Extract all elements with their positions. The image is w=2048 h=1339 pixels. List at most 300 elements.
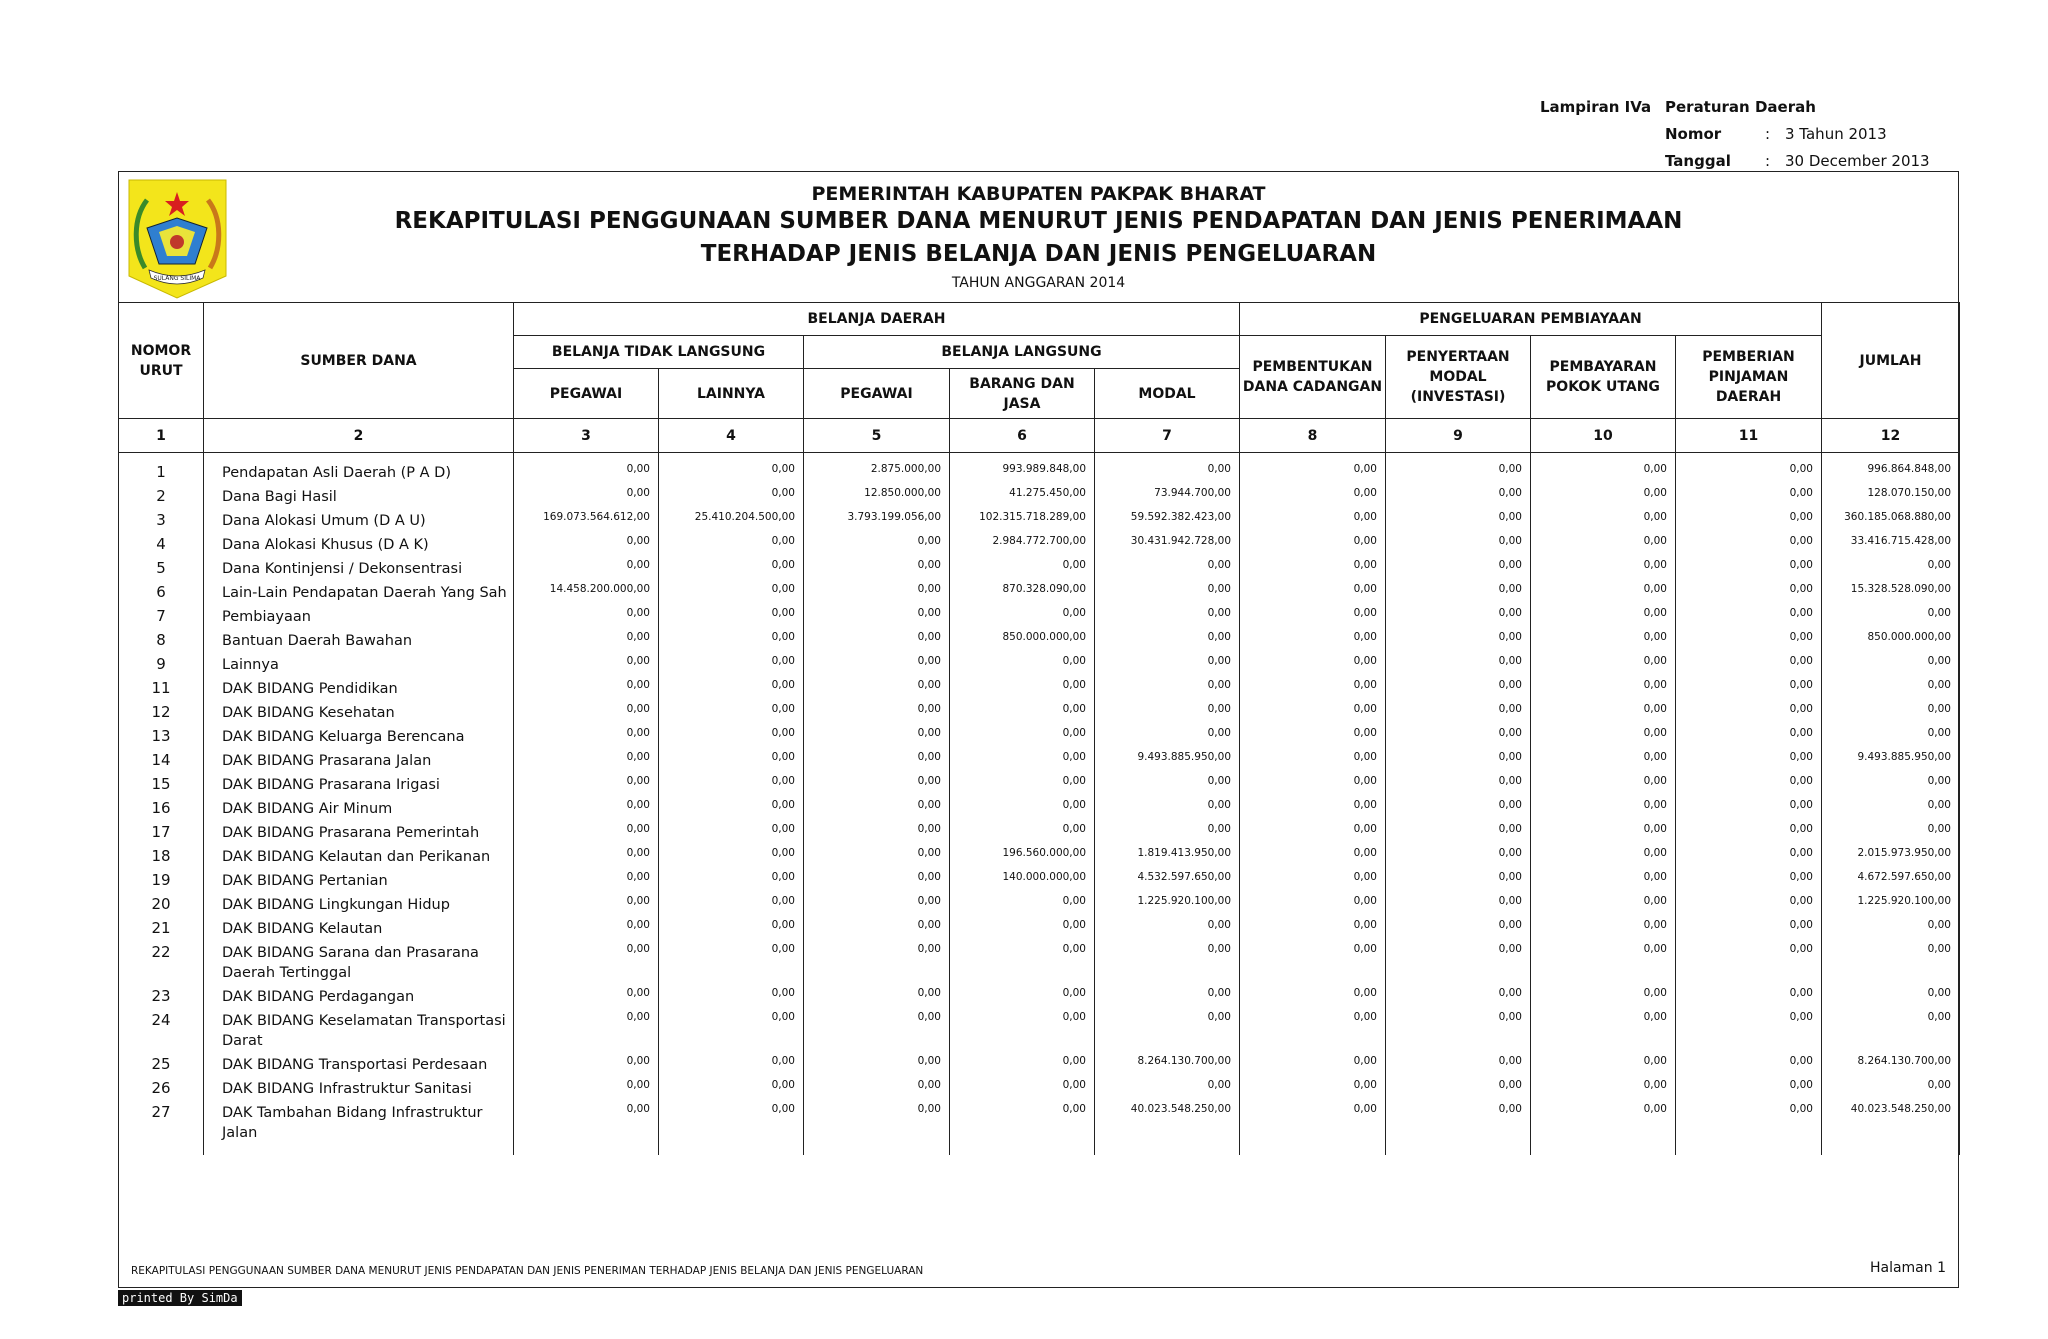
amount-cell: 0,00 <box>1822 603 1960 627</box>
amount-cell: 0,00 <box>659 915 804 939</box>
amount-cell: 0,00 <box>1676 579 1822 603</box>
amount-cell: 0,00 <box>1531 603 1676 627</box>
col-btl-lainnya: LAINNYA <box>659 369 804 419</box>
amount-cell: 0,00 <box>1676 983 1822 1007</box>
amount-cell: 0,00 <box>804 699 950 723</box>
row-number: 21 <box>119 915 204 939</box>
amount-cell: 0,00 <box>1386 819 1531 843</box>
amount-cell: 0,00 <box>1531 747 1676 771</box>
fund-source-name: DAK BIDANG Kesehatan <box>204 699 514 723</box>
amount-cell: 40.023.548.250,00 <box>1822 1099 1960 1155</box>
fund-source-name: DAK BIDANG Air Minum <box>204 795 514 819</box>
table-row <box>119 579 1960 603</box>
col-sumber-dana: SUMBER DANA <box>204 303 514 419</box>
col-btl-pegawai: PEGAWAI <box>514 369 659 419</box>
tanggal-separator: : <box>1765 151 1771 170</box>
recap-table <box>118 302 1960 1155</box>
fund-source-name: Dana Alokasi Khusus (D A K) <box>204 531 514 555</box>
table-row <box>119 983 1960 1007</box>
amount-cell: 0,00 <box>1531 915 1676 939</box>
amount-cell: 0,00 <box>1531 723 1676 747</box>
col-pembayaran: PEMBAYARAN POKOK UTANG <box>1531 336 1676 419</box>
amount-cell: 0,00 <box>514 555 659 579</box>
table-row <box>119 699 1960 723</box>
amount-cell: 0,00 <box>804 983 950 1007</box>
row-number: 20 <box>119 891 204 915</box>
col-bl-modal: MODAL <box>1095 369 1240 419</box>
fund-source-name: DAK BIDANG Perdagangan <box>204 983 514 1007</box>
fund-source-name: DAK BIDANG Kelautan dan Perikanan <box>204 843 514 867</box>
amount-cell: 0,00 <box>950 651 1095 675</box>
amount-cell: 0,00 <box>1676 1099 1822 1155</box>
amount-cell: 0,00 <box>514 795 659 819</box>
amount-cell: 0,00 <box>1095 651 1240 675</box>
amount-cell: 0,00 <box>950 747 1095 771</box>
column-number: 2 <box>204 419 514 453</box>
amount-cell: 0,00 <box>1676 939 1822 983</box>
amount-cell: 0,00 <box>1531 819 1676 843</box>
amount-cell: 0,00 <box>804 1007 950 1051</box>
amount-cell: 0,00 <box>659 1099 804 1155</box>
row-number: 2 <box>119 483 204 507</box>
fund-source-name: DAK BIDANG Lingkungan Hidup <box>204 891 514 915</box>
amount-cell: 0,00 <box>1822 555 1960 579</box>
row-number: 18 <box>119 843 204 867</box>
amount-cell: 0,00 <box>659 675 804 699</box>
amount-cell: 0,00 <box>1240 819 1386 843</box>
amount-cell: 0,00 <box>1822 675 1960 699</box>
amount-cell: 0,00 <box>1386 675 1531 699</box>
table-body <box>119 453 1960 1156</box>
amount-cell: 0,00 <box>659 651 804 675</box>
amount-cell: 0,00 <box>1822 1075 1960 1099</box>
amount-cell: 0,00 <box>1822 699 1960 723</box>
table-row <box>119 531 1960 555</box>
amount-cell: 0,00 <box>1240 651 1386 675</box>
amount-cell: 0,00 <box>514 939 659 983</box>
amount-cell: 0,00 <box>1386 723 1531 747</box>
amount-cell: 850.000.000,00 <box>1822 627 1960 651</box>
amount-cell: 0,00 <box>659 795 804 819</box>
table-row <box>119 939 1960 983</box>
amount-cell: 0,00 <box>1240 453 1386 484</box>
amount-cell: 0,00 <box>950 891 1095 915</box>
col-pembentukan: PEMBENTUKAN DANA CADANGAN <box>1240 336 1386 419</box>
column-number: 1 <box>119 419 204 453</box>
amount-cell: 0,00 <box>1386 507 1531 531</box>
row-number: 23 <box>119 983 204 1007</box>
column-number: 8 <box>1240 419 1386 453</box>
amount-cell: 0,00 <box>1822 651 1960 675</box>
amount-cell: 0,00 <box>804 1075 950 1099</box>
amount-cell: 0,00 <box>514 699 659 723</box>
table-row <box>119 675 1960 699</box>
amount-cell: 0,00 <box>1095 795 1240 819</box>
amount-cell: 73.944.700,00 <box>1095 483 1240 507</box>
amount-cell: 0,00 <box>659 579 804 603</box>
lampiran-label: Lampiran IVa <box>1540 97 1652 116</box>
amount-cell: 0,00 <box>1676 603 1822 627</box>
row-number: 17 <box>119 819 204 843</box>
row-number: 5 <box>119 555 204 579</box>
row-number: 6 <box>119 579 204 603</box>
amount-cell: 0,00 <box>1240 867 1386 891</box>
amount-cell: 0,00 <box>659 1007 804 1051</box>
amount-cell: 0,00 <box>514 915 659 939</box>
amount-cell: 0,00 <box>1676 627 1822 651</box>
row-number: 26 <box>119 1075 204 1099</box>
nomor-separator: : <box>1765 124 1771 143</box>
col-nomor-urut: NOMOR URUT <box>119 303 204 419</box>
fund-source-name: Dana Alokasi Umum (D A U) <box>204 507 514 531</box>
amount-cell: 993.989.848,00 <box>950 453 1095 484</box>
fund-source-name: DAK BIDANG Kelautan <box>204 915 514 939</box>
row-number: 27 <box>119 1099 204 1155</box>
svg-text:SULANG SILIMA: SULANG SILIMA <box>153 275 201 282</box>
amount-cell: 0,00 <box>1676 723 1822 747</box>
fund-source-name: DAK BIDANG Prasarana Pemerintah <box>204 819 514 843</box>
amount-cell: 0,00 <box>1095 819 1240 843</box>
amount-cell: 0,00 <box>1531 891 1676 915</box>
fund-source-name: DAK BIDANG Infrastruktur Sanitasi <box>204 1075 514 1099</box>
amount-cell: 0,00 <box>804 819 950 843</box>
table-row <box>119 843 1960 867</box>
tanggal-label: Tanggal <box>1665 151 1731 170</box>
amount-cell: 0,00 <box>1531 939 1676 983</box>
amount-cell: 0,00 <box>1531 651 1676 675</box>
amount-cell: 128.070.150,00 <box>1822 483 1960 507</box>
amount-cell: 3.793.199.056,00 <box>804 507 950 531</box>
amount-cell: 0,00 <box>514 651 659 675</box>
amount-cell: 0,00 <box>804 555 950 579</box>
amount-cell: 0,00 <box>1676 1075 1822 1099</box>
amount-cell: 0,00 <box>514 747 659 771</box>
nomor-label: Nomor <box>1665 124 1722 143</box>
amount-cell: 0,00 <box>1240 939 1386 983</box>
column-number: 10 <box>1531 419 1676 453</box>
row-number: 3 <box>119 507 204 531</box>
amount-cell: 0,00 <box>1240 1051 1386 1075</box>
amount-cell: 0,00 <box>1531 453 1676 484</box>
amount-cell: 0,00 <box>1386 891 1531 915</box>
amount-cell: 0,00 <box>1822 795 1960 819</box>
amount-cell: 0,00 <box>1822 915 1960 939</box>
column-number: 12 <box>1822 419 1960 453</box>
amount-cell: 0,00 <box>514 891 659 915</box>
fund-source-name: Pembiayaan <box>204 603 514 627</box>
amount-cell: 0,00 <box>1531 1099 1676 1155</box>
amount-cell: 0,00 <box>659 867 804 891</box>
column-number: 3 <box>514 419 659 453</box>
amount-cell: 0,00 <box>1240 891 1386 915</box>
amount-cell: 15.328.528.090,00 <box>1822 579 1960 603</box>
amount-cell: 0,00 <box>1676 699 1822 723</box>
amount-cell: 1.225.920.100,00 <box>1822 891 1960 915</box>
amount-cell: 0,00 <box>1386 531 1531 555</box>
amount-cell: 1.819.413.950,00 <box>1095 843 1240 867</box>
amount-cell: 0,00 <box>659 747 804 771</box>
amount-cell: 0,00 <box>514 453 659 484</box>
amount-cell: 0,00 <box>1240 507 1386 531</box>
amount-cell: 196.560.000,00 <box>950 843 1095 867</box>
amount-cell: 0,00 <box>1240 795 1386 819</box>
amount-cell: 0,00 <box>1676 453 1822 484</box>
amount-cell: 0,00 <box>1240 983 1386 1007</box>
amount-cell: 0,00 <box>804 867 950 891</box>
amount-cell: 0,00 <box>1386 579 1531 603</box>
amount-cell: 0,00 <box>1531 483 1676 507</box>
amount-cell: 0,00 <box>659 555 804 579</box>
amount-cell: 0,00 <box>659 843 804 867</box>
amount-cell: 0,00 <box>514 675 659 699</box>
table-row <box>119 1051 1960 1075</box>
amount-cell: 0,00 <box>1386 1075 1531 1099</box>
row-number: 24 <box>119 1007 204 1051</box>
fund-source-name: Lain-Lain Pendapatan Daerah Yang Sah <box>204 579 514 603</box>
col-belanja-tidak-langsung: BELANJA TIDAK LANGSUNG <box>514 336 804 369</box>
amount-cell: 4.532.597.650,00 <box>1095 867 1240 891</box>
amount-cell: 0,00 <box>950 983 1095 1007</box>
amount-cell: 0,00 <box>1676 915 1822 939</box>
table-row <box>119 771 1960 795</box>
amount-cell: 0,00 <box>804 795 950 819</box>
row-number: 8 <box>119 627 204 651</box>
amount-cell: 0,00 <box>804 531 950 555</box>
printed-by-stamp: printed By SimDa <box>118 1290 242 1306</box>
col-bl-pegawai: PEGAWAI <box>804 369 950 419</box>
fund-source-name: DAK BIDANG Sarana dan Prasarana Daerah Tertinggal <box>204 939 514 983</box>
amount-cell: 0,00 <box>950 819 1095 843</box>
row-number: 19 <box>119 867 204 891</box>
col-belanja-langsung: BELANJA LANGSUNG <box>804 336 1240 369</box>
amount-cell: 0,00 <box>1822 723 1960 747</box>
amount-cell: 0,00 <box>804 1051 950 1075</box>
table-row <box>119 915 1960 939</box>
amount-cell: 0,00 <box>1095 983 1240 1007</box>
tanggal-value: 30 December 2013 <box>1785 151 1930 170</box>
amount-cell: 0,00 <box>1240 627 1386 651</box>
amount-cell: 0,00 <box>1386 555 1531 579</box>
amount-cell: 0,00 <box>1531 1007 1676 1051</box>
amount-cell: 0,00 <box>1531 867 1676 891</box>
amount-cell: 0,00 <box>514 483 659 507</box>
amount-cell: 0,00 <box>1386 771 1531 795</box>
table-row <box>119 1099 1960 1155</box>
amount-cell: 0,00 <box>1240 579 1386 603</box>
amount-cell: 0,00 <box>514 531 659 555</box>
amount-cell: 9.493.885.950,00 <box>1822 747 1960 771</box>
regulation-reference <box>1540 93 1930 174</box>
amount-cell: 12.850.000,00 <box>804 483 950 507</box>
amount-cell: 0,00 <box>514 1051 659 1075</box>
row-number: 14 <box>119 747 204 771</box>
amount-cell: 0,00 <box>1531 1075 1676 1099</box>
amount-cell: 0,00 <box>1095 603 1240 627</box>
table-row <box>119 483 1960 507</box>
amount-cell: 870.328.090,00 <box>950 579 1095 603</box>
amount-cell: 0,00 <box>950 1099 1095 1155</box>
amount-cell: 0,00 <box>1676 819 1822 843</box>
amount-cell: 0,00 <box>1386 939 1531 983</box>
amount-cell: 0,00 <box>1531 675 1676 699</box>
amount-cell: 0,00 <box>1095 579 1240 603</box>
amount-cell: 0,00 <box>950 1051 1095 1075</box>
report-frame <box>118 171 1959 1288</box>
amount-cell: 0,00 <box>1676 1007 1822 1051</box>
amount-cell: 102.315.718.289,00 <box>950 507 1095 531</box>
amount-cell: 8.264.130.700,00 <box>1822 1051 1960 1075</box>
amount-cell: 0,00 <box>1676 507 1822 531</box>
amount-cell: 0,00 <box>1676 1051 1822 1075</box>
amount-cell: 0,00 <box>950 675 1095 699</box>
government-title: PEMERINTAH KABUPATEN PAKPAK BHARAT <box>811 183 1266 205</box>
amount-cell: 0,00 <box>1676 675 1822 699</box>
amount-cell: 0,00 <box>950 603 1095 627</box>
amount-cell: 41.275.450,00 <box>950 483 1095 507</box>
fund-source-name: DAK BIDANG Prasarana Irigasi <box>204 771 514 795</box>
regulation-title: Peraturan Daerah <box>1665 97 1816 116</box>
amount-cell: 0,00 <box>1676 747 1822 771</box>
amount-cell: 0,00 <box>804 939 950 983</box>
amount-cell: 360.185.068.880,00 <box>1822 507 1960 531</box>
amount-cell: 0,00 <box>950 723 1095 747</box>
column-number-row <box>119 419 1960 453</box>
amount-cell: 0,00 <box>1822 819 1960 843</box>
amount-cell: 0,00 <box>1676 531 1822 555</box>
amount-cell: 0,00 <box>1386 795 1531 819</box>
amount-cell: 30.431.942.728,00 <box>1095 531 1240 555</box>
column-number: 9 <box>1386 419 1531 453</box>
row-number: 15 <box>119 771 204 795</box>
amount-cell: 8.264.130.700,00 <box>1095 1051 1240 1075</box>
amount-cell: 0,00 <box>659 891 804 915</box>
table-row <box>119 507 1960 531</box>
amount-cell: 0,00 <box>659 531 804 555</box>
amount-cell: 0,00 <box>514 843 659 867</box>
table-row <box>119 453 1960 484</box>
amount-cell: 0,00 <box>1095 771 1240 795</box>
amount-cell: 0,00 <box>514 1099 659 1155</box>
report-title-line1: REKAPITULASI PENGGUNAAN SUMBER DANA MENURUT JENIS PENDAPATAN DAN JENIS PENERIMAAN <box>394 208 1683 234</box>
amount-cell: 0,00 <box>1095 555 1240 579</box>
amount-cell: 0,00 <box>1240 1099 1386 1155</box>
amount-cell: 0,00 <box>1676 771 1822 795</box>
col-pemberian: PEMBERIAN PINJAMAN DAERAH <box>1676 336 1822 419</box>
amount-cell: 0,00 <box>1240 483 1386 507</box>
amount-cell: 0,00 <box>1531 579 1676 603</box>
amount-cell: 0,00 <box>659 1075 804 1099</box>
amount-cell: 0,00 <box>1822 771 1960 795</box>
amount-cell: 0,00 <box>1531 531 1676 555</box>
amount-cell: 2.984.772.700,00 <box>950 531 1095 555</box>
amount-cell: 0,00 <box>1676 795 1822 819</box>
amount-cell: 0,00 <box>659 939 804 983</box>
amount-cell: 40.023.548.250,00 <box>1095 1099 1240 1155</box>
amount-cell: 0,00 <box>1095 939 1240 983</box>
amount-cell: 0,00 <box>1386 843 1531 867</box>
table-row <box>119 1007 1960 1051</box>
amount-cell: 0,00 <box>950 771 1095 795</box>
column-number: 5 <box>804 419 950 453</box>
amount-cell: 0,00 <box>1822 939 1960 983</box>
amount-cell: 0,00 <box>659 603 804 627</box>
footer-caption: REKAPITULASI PENGGUNAAN SUMBER DANA MENURUT JENIS PENDAPATAN DAN JENIS PENERIMAN TERHADAP JENIS BELANJA DAN JENIS PENGELUARAN <box>131 1265 924 1277</box>
row-number: 11 <box>119 675 204 699</box>
amount-cell: 0,00 <box>514 983 659 1007</box>
amount-cell: 33.416.715.428,00 <box>1822 531 1960 555</box>
fund-source-name: Lainnya <box>204 651 514 675</box>
amount-cell: 0,00 <box>1822 1007 1960 1051</box>
amount-cell: 0,00 <box>950 699 1095 723</box>
fund-source-name: Dana Bagi Hasil <box>204 483 514 507</box>
amount-cell: 0,00 <box>1531 983 1676 1007</box>
amount-cell: 0,00 <box>950 795 1095 819</box>
amount-cell: 0,00 <box>950 1075 1095 1099</box>
amount-cell: 0,00 <box>1386 1051 1531 1075</box>
amount-cell: 0,00 <box>950 915 1095 939</box>
row-number: 16 <box>119 795 204 819</box>
report-title-line2: TERHADAP JENIS BELANJA DAN JENIS PENGELUARAN <box>700 241 1377 267</box>
amount-cell: 0,00 <box>1386 1007 1531 1051</box>
amount-cell: 0,00 <box>659 1051 804 1075</box>
fund-source-name: DAK BIDANG Pertanian <box>204 867 514 891</box>
amount-cell: 0,00 <box>1240 915 1386 939</box>
amount-cell: 59.592.382.423,00 <box>1095 507 1240 531</box>
amount-cell: 0,00 <box>1386 747 1531 771</box>
amount-cell: 0,00 <box>804 915 950 939</box>
table-row <box>119 891 1960 915</box>
amount-cell: 25.410.204.500,00 <box>659 507 804 531</box>
row-number: 1 <box>119 453 204 484</box>
fund-source-name: DAK BIDANG Transportasi Perdesaan <box>204 1051 514 1075</box>
amount-cell: 0,00 <box>1676 555 1822 579</box>
fund-source-name: Pendapatan Asli Daerah (P A D) <box>204 453 514 484</box>
amount-cell: 0,00 <box>1095 627 1240 651</box>
amount-cell: 0,00 <box>659 483 804 507</box>
amount-cell: 0,00 <box>659 771 804 795</box>
amount-cell: 2.875.000,00 <box>804 453 950 484</box>
amount-cell: 0,00 <box>659 699 804 723</box>
amount-cell: 0,00 <box>1240 1075 1386 1099</box>
amount-cell: 0,00 <box>1240 555 1386 579</box>
table-row <box>119 723 1960 747</box>
table-row <box>119 1075 1960 1099</box>
fund-source-name: DAK BIDANG Keluarga Berencana <box>204 723 514 747</box>
table-row <box>119 603 1960 627</box>
amount-cell: 169.073.564.612,00 <box>514 507 659 531</box>
amount-cell: 0,00 <box>804 627 950 651</box>
amount-cell: 0,00 <box>1676 891 1822 915</box>
amount-cell: 850.000.000,00 <box>950 627 1095 651</box>
amount-cell: 0,00 <box>1531 843 1676 867</box>
amount-cell: 0,00 <box>804 651 950 675</box>
row-number: 9 <box>119 651 204 675</box>
column-number: 6 <box>950 419 1095 453</box>
amount-cell: 0,00 <box>1386 603 1531 627</box>
amount-cell: 0,00 <box>1240 603 1386 627</box>
amount-cell: 0,00 <box>514 603 659 627</box>
amount-cell: 0,00 <box>804 1099 950 1155</box>
amount-cell: 0,00 <box>1386 453 1531 484</box>
amount-cell: 0,00 <box>804 747 950 771</box>
amount-cell: 1.225.920.100,00 <box>1095 891 1240 915</box>
amount-cell: 0,00 <box>1531 555 1676 579</box>
fund-source-name: Dana Kontinjensi / Dekonsentrasi <box>204 555 514 579</box>
row-number: 12 <box>119 699 204 723</box>
col-penyertaan: PENYERTAAN MODAL (INVESTASI) <box>1386 336 1531 419</box>
amount-cell: 140.000.000,00 <box>950 867 1095 891</box>
col-bl-barang-jasa: BARANG DAN JASA <box>950 369 1095 419</box>
